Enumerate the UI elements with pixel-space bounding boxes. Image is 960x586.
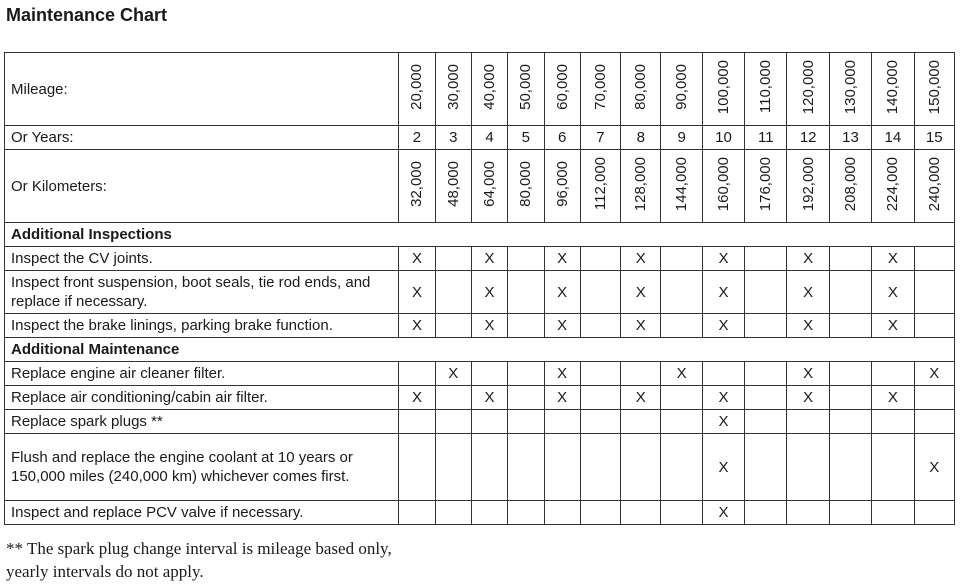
years-value: 8: [621, 126, 661, 150]
mileage-value: 120,000: [799, 59, 817, 115]
task-row: [5, 247, 955, 271]
years-value: 15: [914, 126, 954, 150]
interval-mark: X: [914, 362, 954, 386]
task-label: Inspect and replace PCV valve if necessary.: [5, 501, 399, 525]
interval-mark: X: [471, 271, 507, 314]
mileage-cell: [435, 53, 471, 126]
kilometers-value: 160,000: [714, 156, 732, 212]
kilometers-cell: [580, 150, 620, 223]
kilometers-value: 64,000: [481, 161, 499, 207]
task-label: Inspect the brake linings, parking brake function.: [5, 314, 399, 338]
task-row: [5, 501, 955, 525]
mileage-value: 130,000: [842, 59, 859, 115]
kilometers-cell: [829, 150, 871, 223]
kilometers-cell: [399, 150, 435, 223]
interval-mark: [787, 410, 829, 434]
interval-mark: X: [471, 247, 507, 271]
years-value: 9: [661, 126, 702, 150]
interval-mark: [508, 386, 544, 410]
kilometers-value: 112,000: [591, 157, 609, 211]
section-title: Additional Inspections: [5, 223, 955, 247]
years-value: 11: [745, 126, 787, 150]
interval-mark: X: [914, 434, 954, 501]
mileage-value: 150,000: [925, 59, 943, 115]
interval-mark: [745, 314, 787, 338]
mileage-value: 40,000: [481, 64, 499, 110]
task-label: Flush and replace the engine coolant at 10 years or 150,000 miles (240,000 km) whichever comes first.: [5, 434, 399, 501]
years-value: 13: [829, 126, 871, 150]
interval-mark: X: [787, 386, 829, 410]
interval-mark: [580, 362, 620, 386]
kilometers-row: [5, 150, 955, 223]
mileage-value: 70,000: [591, 64, 609, 110]
footnote-line-1: ** The spark plug change interval is mileage based only,: [6, 539, 392, 558]
kilometers-value: 96,000: [553, 161, 571, 207]
interval-mark: [580, 271, 620, 314]
kilometers-cell: [702, 150, 744, 223]
section-header-row: [5, 223, 955, 247]
interval-mark: X: [787, 314, 829, 338]
mileage-value: 100,000: [714, 59, 732, 115]
interval-mark: X: [399, 314, 435, 338]
kilometers-value: 80,000: [517, 161, 535, 207]
interval-mark: X: [702, 314, 744, 338]
kilometers-label: Or Kilometers:: [5, 150, 399, 223]
task-row: [5, 314, 955, 338]
task-row: [5, 271, 955, 314]
interval-mark: X: [702, 271, 744, 314]
interval-mark: [745, 386, 787, 410]
mileage-cell: [745, 53, 787, 126]
kilometers-cell: [544, 150, 580, 223]
task-row: [5, 386, 955, 410]
kilometers-value: 32,000: [408, 161, 426, 207]
interval-mark: [661, 386, 702, 410]
interval-mark: X: [544, 314, 580, 338]
mileage-cell: [787, 53, 829, 126]
kilometers-value: 144,000: [673, 156, 691, 212]
years-value: 7: [580, 126, 620, 150]
mileage-value: 20,000: [408, 64, 426, 110]
interval-mark: X: [702, 434, 744, 501]
interval-mark: [508, 410, 544, 434]
interval-mark: [661, 410, 702, 434]
kilometers-cell: [914, 150, 954, 223]
years-value: 4: [471, 126, 507, 150]
interval-mark: [435, 410, 471, 434]
interval-mark: [829, 501, 871, 525]
mileage-cell: [829, 53, 871, 126]
interval-mark: [872, 501, 914, 525]
interval-mark: [787, 434, 829, 501]
interval-mark: [435, 247, 471, 271]
interval-mark: [471, 434, 507, 501]
kilometers-cell: [787, 150, 829, 223]
kilometers-cell: [621, 150, 661, 223]
mileage-value: 110,000: [757, 60, 775, 114]
task-row: [5, 434, 955, 501]
interval-mark: [508, 314, 544, 338]
interval-mark: [914, 410, 954, 434]
mileage-value: 50,000: [517, 64, 535, 110]
mileage-value: 30,000: [444, 64, 462, 110]
interval-mark: [544, 434, 580, 501]
interval-mark: [435, 386, 471, 410]
kilometers-cell: [435, 150, 471, 223]
interval-mark: [621, 362, 661, 386]
footnote-line-2: yearly intervals do not apply.: [6, 562, 204, 581]
task-label: Replace engine air cleaner filter.: [5, 362, 399, 386]
mileage-cell: [621, 53, 661, 126]
interval-mark: [787, 501, 829, 525]
task-label: Replace air conditioning/cabin air filter.: [5, 386, 399, 410]
interval-mark: [399, 362, 435, 386]
interval-mark: [621, 410, 661, 434]
page-title: Maintenance Chart: [6, 5, 168, 25]
interval-mark: [435, 501, 471, 525]
mileage-value: 90,000: [673, 64, 691, 110]
interval-mark: [829, 434, 871, 501]
interval-mark: [661, 247, 702, 271]
interval-mark: [745, 247, 787, 271]
interval-mark: X: [702, 501, 744, 525]
kilometers-cell: [508, 150, 544, 223]
interval-mark: [745, 271, 787, 314]
mileage-cell: [544, 53, 580, 126]
interval-mark: [745, 501, 787, 525]
interval-mark: X: [787, 362, 829, 386]
kilometers-value: 224,000: [884, 156, 902, 212]
interval-mark: [508, 501, 544, 525]
years-row: [5, 126, 955, 150]
interval-mark: [829, 410, 871, 434]
kilometers-value: 240,000: [925, 156, 943, 212]
interval-mark: [661, 271, 702, 314]
interval-mark: X: [544, 386, 580, 410]
interval-mark: [580, 386, 620, 410]
interval-mark: X: [621, 247, 661, 271]
interval-mark: [661, 434, 702, 501]
interval-mark: X: [471, 314, 507, 338]
interval-mark: [621, 501, 661, 525]
interval-mark: [872, 410, 914, 434]
interval-mark: [702, 362, 744, 386]
interval-mark: [914, 501, 954, 525]
interval-mark: [872, 362, 914, 386]
interval-mark: [661, 501, 702, 525]
interval-mark: X: [872, 271, 914, 314]
years-value: 6: [544, 126, 580, 150]
kilometers-value: 176,000: [757, 156, 775, 212]
interval-mark: [508, 247, 544, 271]
years-value: 3: [435, 126, 471, 150]
interval-mark: [914, 247, 954, 271]
interval-mark: X: [702, 247, 744, 271]
kilometers-cell: [745, 150, 787, 223]
interval-mark: X: [399, 247, 435, 271]
years-value: 12: [787, 126, 829, 150]
kilometers-value: 128,000: [632, 156, 650, 212]
section-title: Additional Maintenance: [5, 338, 955, 362]
kilometers-value: 192,000: [799, 156, 817, 212]
interval-mark: [508, 271, 544, 314]
task-row: [5, 410, 955, 434]
interval-mark: X: [621, 271, 661, 314]
mileage-cell: [580, 53, 620, 126]
interval-mark: [621, 434, 661, 501]
interval-mark: X: [621, 314, 661, 338]
interval-mark: [914, 271, 954, 314]
interval-mark: X: [872, 314, 914, 338]
interval-mark: X: [872, 247, 914, 271]
interval-mark: [435, 434, 471, 501]
interval-mark: X: [471, 386, 507, 410]
mileage-value: 140,000: [884, 59, 902, 115]
years-label: Or Years:: [5, 126, 399, 150]
interval-mark: X: [544, 362, 580, 386]
years-value: 5: [508, 126, 544, 150]
mileage-cell: [399, 53, 435, 126]
kilometers-value: 208,000: [842, 156, 859, 212]
interval-mark: [471, 362, 507, 386]
mileage-cell: [508, 53, 544, 126]
task-row: [5, 362, 955, 386]
mileage-label: Mileage:: [5, 53, 399, 126]
mileage-row: [5, 53, 955, 126]
interval-mark: [508, 362, 544, 386]
interval-mark: [544, 410, 580, 434]
interval-mark: X: [435, 362, 471, 386]
mileage-cell: [471, 53, 507, 126]
interval-mark: X: [787, 247, 829, 271]
years-value: 2: [399, 126, 435, 150]
interval-mark: [872, 434, 914, 501]
interval-mark: [829, 362, 871, 386]
interval-mark: [399, 434, 435, 501]
interval-mark: X: [787, 271, 829, 314]
interval-mark: X: [544, 271, 580, 314]
kilometers-cell: [471, 150, 507, 223]
interval-mark: [508, 434, 544, 501]
interval-mark: [745, 410, 787, 434]
mileage-cell: [914, 53, 954, 126]
kilometers-value: 48,000: [444, 161, 462, 207]
kilometers-cell: [661, 150, 702, 223]
interval-mark: [914, 386, 954, 410]
task-label: Inspect the CV joints.: [5, 247, 399, 271]
interval-mark: [399, 410, 435, 434]
interval-mark: [580, 247, 620, 271]
interval-mark: [914, 314, 954, 338]
mileage-cell: [872, 53, 914, 126]
interval-mark: [471, 410, 507, 434]
interval-mark: [471, 501, 507, 525]
interval-mark: X: [621, 386, 661, 410]
mileage-cell: [661, 53, 702, 126]
interval-mark: [829, 314, 871, 338]
interval-mark: X: [544, 247, 580, 271]
interval-mark: [399, 501, 435, 525]
interval-mark: X: [399, 386, 435, 410]
interval-mark: [745, 434, 787, 501]
years-value: 14: [872, 126, 914, 150]
interval-mark: [435, 314, 471, 338]
maintenance-table: [4, 52, 955, 525]
task-label: Inspect front suspension, boot seals, tie rod ends, and replace if necessary.: [5, 271, 399, 314]
interval-mark: [745, 362, 787, 386]
mileage-cell: [702, 53, 744, 126]
years-value: 10: [702, 126, 744, 150]
kilometers-cell: [872, 150, 914, 223]
mileage-value: 80,000: [632, 64, 650, 110]
footnote: [6, 537, 392, 583]
interval-mark: [661, 314, 702, 338]
interval-mark: [829, 271, 871, 314]
mileage-value: 60,000: [553, 64, 571, 110]
interval-mark: [829, 386, 871, 410]
interval-mark: X: [702, 386, 744, 410]
interval-mark: [580, 314, 620, 338]
interval-mark: [580, 410, 620, 434]
interval-mark: [580, 434, 620, 501]
interval-mark: X: [702, 410, 744, 434]
interval-mark: [829, 247, 871, 271]
interval-mark: X: [661, 362, 702, 386]
section-header-row: [5, 338, 955, 362]
task-label: Replace spark plugs **: [5, 410, 399, 434]
interval-mark: X: [399, 271, 435, 314]
interval-mark: [580, 501, 620, 525]
interval-mark: [544, 501, 580, 525]
interval-mark: X: [872, 386, 914, 410]
interval-mark: [435, 271, 471, 314]
